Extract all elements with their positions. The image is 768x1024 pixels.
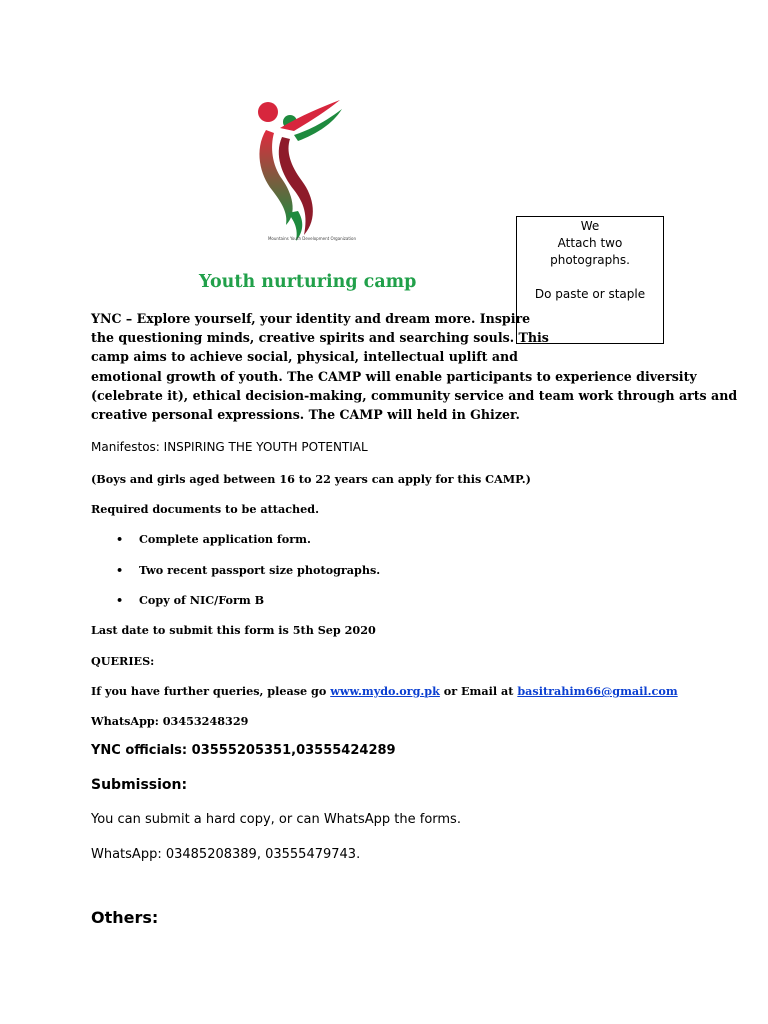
page-title: Youth nurturing camp <box>199 272 417 292</box>
list-item: • Copy of NIC/Form B <box>116 593 265 607</box>
submission-text: You can submit a hard copy, or can WhatsApp the forms. <box>91 812 461 827</box>
youth-figure-logo-icon <box>252 95 352 245</box>
intro-paragraph <box>91 309 738 424</box>
intro-line: YNC – Explore yourself, your identity and dream more. Inspire <box>91 311 531 326</box>
intro-line: camp aims to achieve social, physical, intellectual uplift and <box>91 349 518 365</box>
bullet-icon: • <box>116 563 124 577</box>
logo-caption: Mountains Youth Development Organization <box>267 236 357 241</box>
intro-line: the questioning minds, creative spirits and searching souls. This <box>91 330 549 346</box>
ync-officials: YNC officials: 03555205351,03555424289 <box>91 743 396 758</box>
queries-whatsapp: WhatsApp: 03453248329 <box>91 714 249 728</box>
photo-box-line: We <box>580 219 600 233</box>
website-link[interactable]: www.mydo.org.pk <box>330 684 440 698</box>
bullet-icon: • <box>116 593 124 607</box>
photo-box-line: Do paste or staple <box>534 287 646 301</box>
photo-box-line: photographs. <box>550 253 630 267</box>
queries-line: If you have further queries, please go www.mydo.org.pk or Email at basitrahim66@gmail.com <box>91 684 678 698</box>
submission-whatsapp: WhatsApp: 03485208389, 03555479743. <box>91 847 361 862</box>
list-item: • Two recent passport size photographs. <box>116 563 381 577</box>
intro-line: creative personal expressions. The CAMP will held in Ghizer. <box>91 407 520 423</box>
documents-heading: Required documents to be attached. <box>91 502 320 516</box>
submission-heading: Submission: <box>91 777 188 793</box>
email-link[interactable]: basitrahim66@gmail.com <box>517 684 678 698</box>
manifesto: Manifestos: INSPIRING THE YOUTH POTENTIAL <box>91 440 368 454</box>
intro-line: emotional growth of youth. The CAMP will enable participants to experience diversity <box>91 368 697 384</box>
eligibility-note: (Boys and girls aged between 16 to 22 years can apply for this CAMP.) <box>91 472 531 486</box>
queries-heading: QUERIES: <box>91 654 155 668</box>
others-heading: Others: <box>91 908 159 927</box>
intro-line: (celebrate it), ethical decision-making, community service and team work through arts and <box>91 387 738 403</box>
deadline: Last date to submit this form is 5th Sep 2020 <box>91 623 376 637</box>
list-item: • Complete application form. <box>116 532 311 546</box>
bullet-icon: • <box>116 532 124 546</box>
photo-box-line: Attach two <box>557 236 623 250</box>
